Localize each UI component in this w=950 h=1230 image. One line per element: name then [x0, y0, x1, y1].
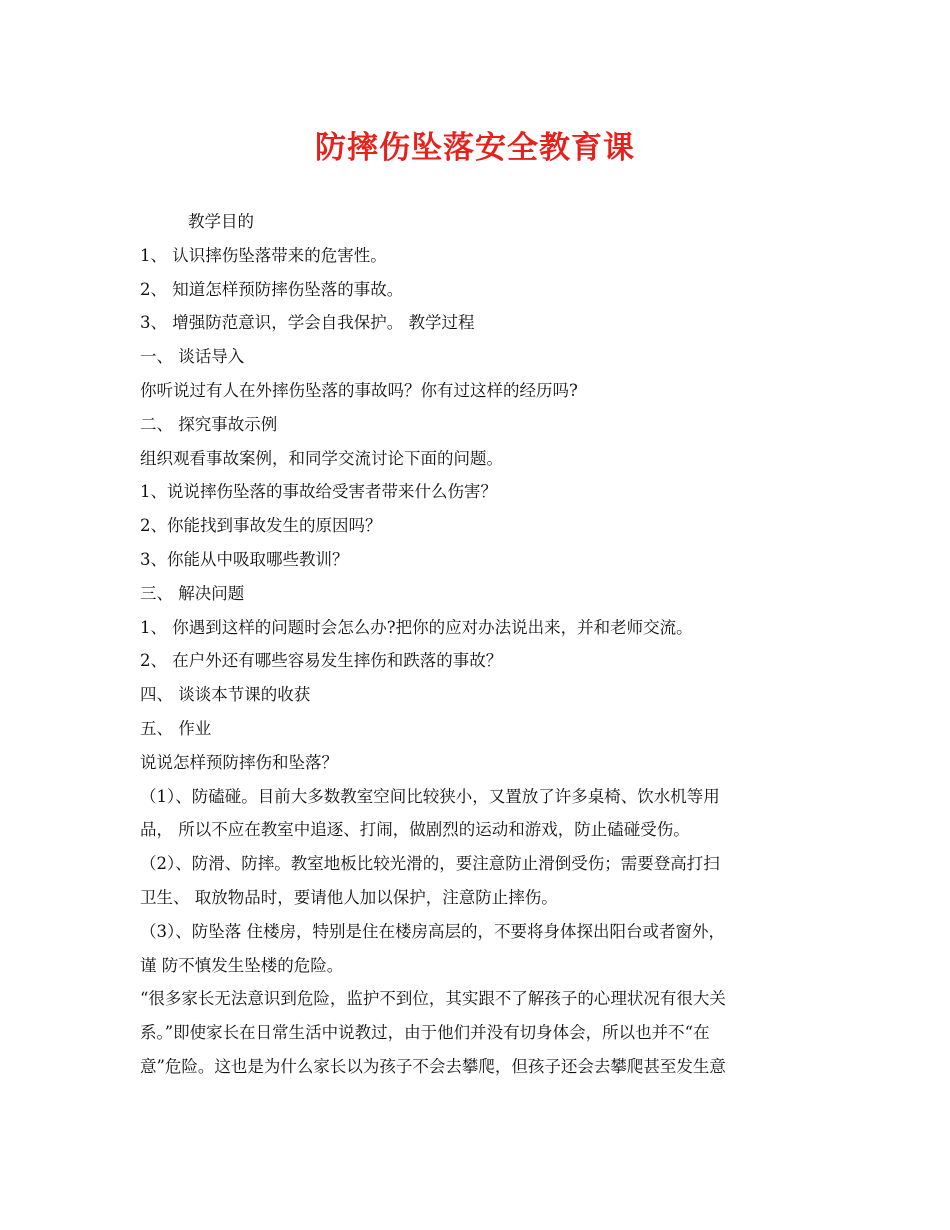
objective-item: 3、 增强防范意识，学会自我保护。 教学过程	[140, 313, 475, 333]
paragraph-line: 谨 防不慎发生坠楼的危险。	[140, 955, 344, 975]
paragraph-line: 你听说过有人在外摔伤坠落的事故吗？你有过这样的经历吗?	[140, 380, 578, 400]
paragraph-line: 组织观看事故案例，和同学交流讨论下面的问题。	[140, 448, 503, 468]
section-heading: 一、 谈话导入	[140, 347, 245, 367]
paragraph-line: 卫生、 取放物品时，要请他人加以保护，注意防止摔伤。	[140, 887, 558, 907]
paragraph-line: 意”危险。这也是为什么家长以为孩子不会去攀爬，但孩子还会去攀爬甚至发生意	[140, 1056, 726, 1076]
question-item: 1、 你遇到这样的问题时会怎么办?把你的应对办法说出来，并和老师交流。	[140, 617, 693, 637]
section-heading-objectives: 教学目的	[188, 212, 254, 231]
paragraph-line: （3）、防坠落 住楼房，特别是住在楼房高层的，不要将身体探出阳台或者窗外，	[140, 921, 725, 941]
section-heading: 三、 解决问题	[140, 583, 245, 603]
question-item: 1、说说摔伤坠落的事故给受害者带来什么伤害？	[140, 482, 497, 502]
paragraph-line: 说说怎样预防摔伤和坠落？	[140, 752, 338, 772]
question-item: 2、 在户外还有哪些容易发生摔伤和跌落的事故？	[140, 651, 503, 671]
objective-item: 1、 认识摔伤坠落带来的危害性。	[140, 245, 387, 265]
paragraph-line: 品， 所以不应在教室中追逐、打闹，做剧烈的运动和游戏，防止磕碰受伤。	[140, 820, 690, 840]
section-heading: 四、 谈谈本节课的收获	[140, 685, 311, 705]
paragraph-line: （1）、防磕碰。目前大多数教室空间比较狭小，又置放了许多桌椅、饮水机等用	[140, 786, 720, 806]
section-heading: 二、 探究事故示例	[140, 414, 278, 434]
question-item: 3、你能从中吸取哪些教训？	[140, 549, 349, 569]
question-item: 2、你能找到事故发生的原因吗？	[140, 516, 382, 536]
section-heading: 五、 作业	[140, 718, 212, 738]
document-title: 防摔伤坠落安全教育课	[315, 130, 635, 166]
paragraph-line: （2）、防滑、防摔。教室地板比较光滑的，要注意防止滑倒受伤；需要登高打扫	[140, 854, 720, 874]
objective-item: 2、 知道怎样预防摔伤坠落的事故。	[140, 279, 404, 299]
paragraph-line: 系。”即使家长在日常生活中说教过，由于他们并没有切身体会，所以也并不“在	[140, 1023, 710, 1043]
paragraph-line: “很多家长无法意识到危险，监护不到位，其实跟不了解孩子的心理状况有很大关	[140, 989, 726, 1009]
document-body	[140, 205, 830, 1084]
